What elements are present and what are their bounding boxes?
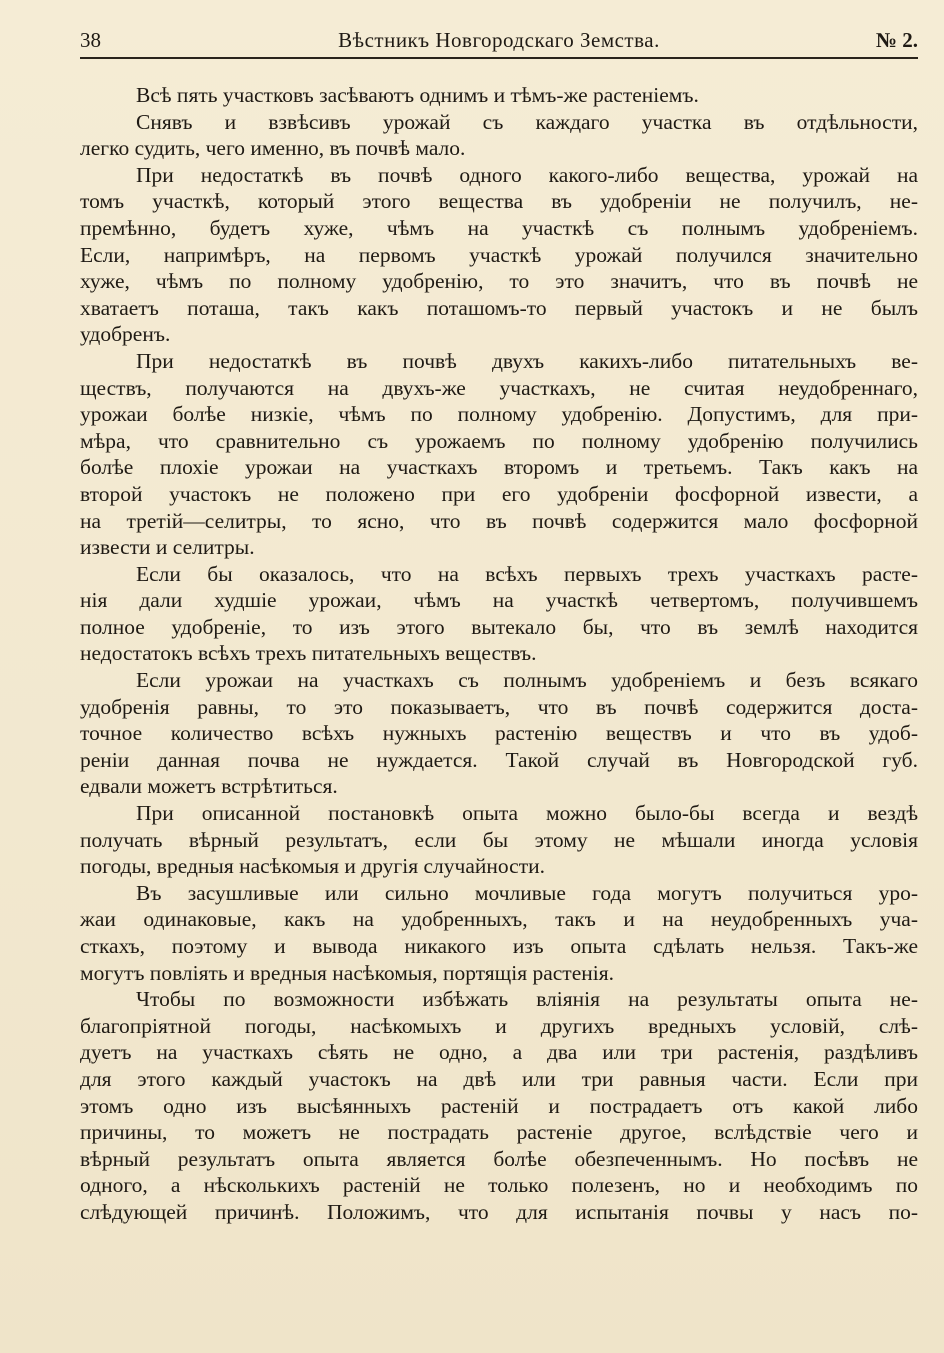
text-line: Чтобы по возможности избѣжать вліянія на результаты опыта не- xyxy=(136,987,918,1012)
text-line: хватаетъ поташа, такъ какъ поташомъ-то первый участокъ и не былъ xyxy=(80,295,918,320)
text-line: легко судить, чего именно, въ почвѣ мало. xyxy=(80,136,466,161)
text-line: Если бы оказалось, что на всѣхъ первыхъ трехъ участкахъ расте- xyxy=(136,561,918,586)
header-rule xyxy=(80,57,918,59)
text-line: При недостаткѣ въ почвѣ одного какого-либо вещества, урожай на xyxy=(136,162,918,187)
text-line: реніи данная почва не нуждается. Такой случай въ Новгородской губ. xyxy=(80,747,918,772)
text-line: одного, а нѣсколькихъ растеній не только полезенъ, но и необходимъ по xyxy=(80,1173,918,1198)
text-line: Въ засушливые или сильно мочливые года могутъ получиться уро- xyxy=(136,880,918,905)
text-line: едвали можетъ встрѣтиться. xyxy=(80,774,338,799)
text-line: томъ участкѣ, который этого вещества въ удобреніи не получилъ, не- xyxy=(80,189,918,214)
text-line: удобренія равны, то это показываетъ, что въ почвѣ содержится доста- xyxy=(80,694,918,719)
text-line: мѣра, что сравнительно съ урожаемъ по полному удобренію получились xyxy=(80,428,918,453)
text-line: Снявъ и взвѣсивъ урожай съ каждаго участка въ отдѣльности, xyxy=(136,109,918,134)
text-line: могутъ повліять и вредныя насѣкомыя, портящія растенія. xyxy=(80,960,614,985)
text-line: Если урожаи на участкахъ съ полнымъ удобреніемъ и безъ всякаго xyxy=(136,668,918,693)
text-line: премѣнно, будетъ хуже, чѣмъ на участкѣ съ полнымъ удобреніемъ. xyxy=(80,215,918,240)
body-text xyxy=(80,82,918,1226)
journal-title: Вѣстникъ Новгородскаго Земства. xyxy=(338,28,660,52)
text-line: точное количество всѣхъ нужныхъ растенію веществъ и что въ удоб- xyxy=(80,721,918,746)
running-header xyxy=(80,26,918,58)
text-line: благопріятной погоды, насѣкомыхъ и другихъ вредныхъ условій, слѣ- xyxy=(80,1013,918,1038)
text-line: погоды, вредныя насѣкомыя и другія случайности. xyxy=(80,854,545,879)
text-line: второй участокъ не положено при его удобреніи фосфорной извести, а xyxy=(80,481,918,506)
text-line: ществъ, получаются на двухъ-же участкахъ, не считая неудобреннаго, xyxy=(80,375,918,400)
text-line: урожаи болѣе низкіе, чѣмъ по полному удобренію. Допустимъ, для при- xyxy=(80,402,918,427)
text-line: извести и селитры. xyxy=(80,535,255,560)
text-line: нія дали худшіе урожаи, чѣмъ на участкѣ четвертомъ, получившемъ xyxy=(80,588,918,613)
text-line: Если, напримѣръ, на первомъ участкѣ урожай получился значительно xyxy=(80,242,918,267)
text-line: болѣе плохіе урожаи на участкахъ второмъ и третьемъ. Такъ какъ на xyxy=(80,455,918,480)
text-line: хуже, чѣмъ по полному удобренію, то это значитъ, что въ почвѣ не xyxy=(80,269,918,294)
text-line: для этого каждый участокъ на двѣ или три равныя части. Если при xyxy=(80,1066,918,1091)
text-line: получать вѣрный результатъ, если бы этому не мѣшали иногда условія xyxy=(80,827,918,852)
text-line: недостатокъ всѣхъ трехъ питательныхъ веществъ. xyxy=(80,641,537,666)
text-line: слѣдующей причинѣ. Положимъ, что для испытанія почвы у насъ по- xyxy=(80,1199,918,1224)
text-line: вѣрный результатъ опыта является болѣе обезпеченнымъ. Но посѣвъ не xyxy=(80,1146,918,1171)
text-line: При описанной постановкѣ опыта можно было-бы всегда и вездѣ xyxy=(136,801,918,826)
text-line: причины, то можетъ не пострадать растеніе другое, вслѣдствіе чего и xyxy=(80,1120,918,1145)
text-line: При недостаткѣ въ почвѣ двухъ какихъ-либо питательныхъ ве- xyxy=(136,348,918,373)
text-line: этомъ одно изъ высѣянныхъ растеній и пострадаетъ отъ какой либо xyxy=(80,1093,918,1118)
issue-number: № 2. xyxy=(875,28,918,52)
text-line: удобренъ. xyxy=(80,322,171,347)
text-line: жаи одинаковые, какъ на удобренныхъ, такъ и на неудобренныхъ уча- xyxy=(80,907,918,932)
text-line: полное удобреніе, то изъ этого вытекало бы, что въ землѣ находится xyxy=(80,614,918,639)
text-line: сткахъ, поэтому и вывода никакого изъ опыта сдѣлать нельзя. Такъ-же xyxy=(80,934,918,958)
page-number: 38 xyxy=(80,28,101,52)
text-line: дуетъ на участкахъ сѣять не одно, а два или три растенія, раздѣливъ xyxy=(80,1040,918,1065)
text-line: Всѣ пять участковъ засѣваютъ однимъ и тѣмъ-же растеніемъ. xyxy=(136,83,699,107)
text-line: на третій—селитры, то ясно, что въ почвѣ содержится мало фосфорной xyxy=(80,508,918,533)
